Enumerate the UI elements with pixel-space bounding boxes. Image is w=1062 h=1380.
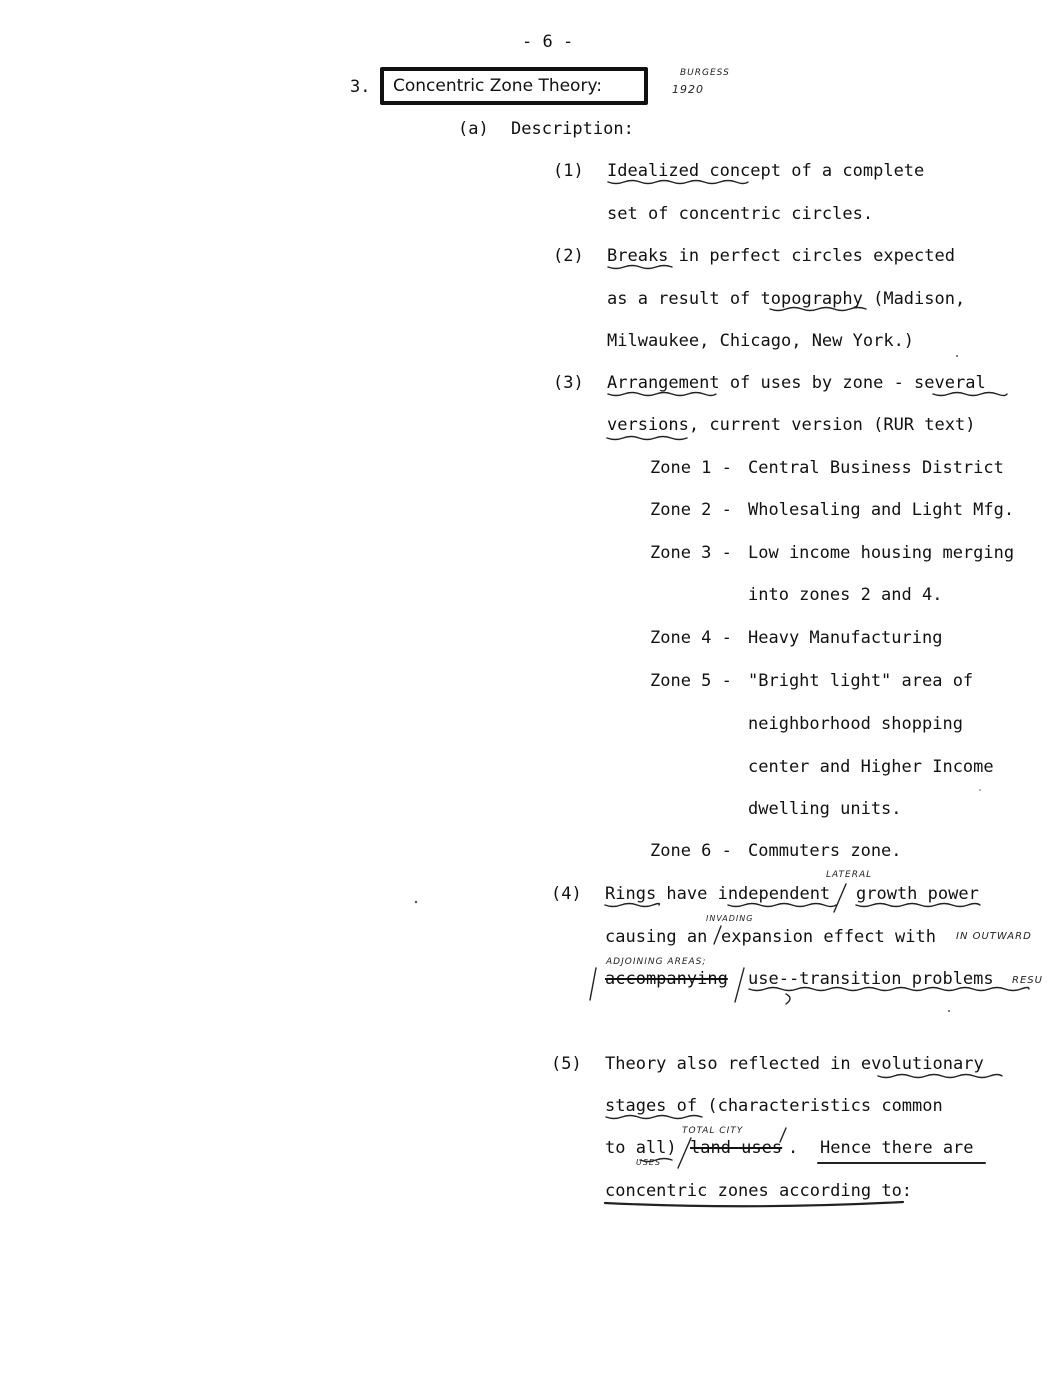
hook-mark [786,994,790,1004]
zone-desc: Low income housing merging [748,543,1015,563]
wavy-underline [856,904,980,907]
item-line: concentric zones according to: [605,1181,913,1201]
item-line: versions, current version (RUR text) [607,415,976,435]
item-line: growth power [856,884,979,904]
wavy-underline [606,1116,702,1119]
wavy-underline [933,393,1007,396]
wavy-underline [608,393,716,396]
item-line: Breaks in perfect circles expected [607,246,955,266]
zone-desc: center and Higher Income [748,757,994,777]
item-line: Theory also reflected in evolutionary [605,1054,984,1074]
zone-desc: Central Business District [748,458,1004,478]
struck-text: accompanying [605,969,728,989]
zone-label: Zone 2 - [650,500,732,520]
item-line: to all) [605,1138,677,1158]
zone-label: Zone 5 - [650,671,732,691]
handwritten-insert-invading: INVADING [706,914,754,923]
wavy-underline [608,181,748,184]
caret-slash [834,884,846,912]
item-line: Idealized concept of a complete [607,161,925,181]
zone-desc: neighborhood shopping [748,714,963,734]
item-line: as a result of topography (Madison, [607,289,966,309]
handwritten-insert-adjoining: ADJOINING AREAS; [606,957,707,967]
zone-desc: dwelling units. [748,799,902,819]
item-line: Rings have independent [605,884,831,904]
item-line: Milwaukee, Chicago, New York.) [607,331,915,351]
wavy-underline [607,437,687,440]
caret-slash [780,1128,786,1142]
wavy-underline [770,308,866,311]
subsection-title: Description: [511,119,634,139]
caret-slash [590,968,596,1000]
item-line: . [788,1138,799,1158]
wavy-underline [640,1159,672,1162]
wavy-underline [728,904,836,907]
item-line: stages of (characteristics common [605,1096,943,1116]
handwritten-year: 1920 [672,83,704,96]
zone-desc: Wholesaling and Light Mfg. [748,500,1015,520]
item-line: use--transition problems [748,969,994,989]
zone-label: Zone 4 - [650,628,732,648]
underline [605,1202,903,1206]
item-line: expansion effect with [721,927,936,947]
section-title: Concentric Zone Theory: [393,76,602,96]
handwritten-margin-note: RESU [1012,975,1043,986]
handwritten-burgess: BURGESS [680,68,730,78]
wavy-underline [605,904,659,907]
handwritten-margin-note: IN OUTWARD [956,931,1032,942]
item-line: Hence there are [820,1138,974,1158]
wavy-underline [608,266,672,269]
handwritten-insert-total-city: TOTAL CITY [682,1126,744,1136]
wavy-underline [749,988,1029,991]
zone-desc: "Bright light" area of [748,671,974,691]
caret-slash [714,926,721,944]
item-number: (4) [551,884,582,904]
handwritten-insert-lateral: LATERAL [826,870,873,880]
zone-label: Zone 3 - [650,543,732,563]
zone-desc: into zones 2 and 4. [748,585,943,605]
handwritten-insert-uses: USES [636,1158,662,1167]
subsection-label: (a) [458,119,489,139]
wavy-underline [878,1075,1002,1078]
item-line: set of concentric circles. [607,204,874,224]
caret-slash [735,968,744,1002]
page-number: - 6 - [522,32,574,52]
struck-text: land uses [690,1138,783,1158]
zone-label: Zone 1 - [650,458,732,478]
zone-label: Zone 6 - [650,841,732,861]
item-number: (5) [551,1054,582,1074]
item-line: Arrangement of uses by zone - several [607,373,986,393]
item-number: (1) [553,161,584,181]
caret-slash [678,1138,691,1168]
zone-desc: Heavy Manufacturing [748,628,943,648]
item-number: (3) [553,373,584,393]
item-line: causing an [605,927,708,947]
section-number: 3. [350,77,371,97]
zone-desc: Commuters zone. [748,841,902,861]
item-number: (2) [553,246,584,266]
